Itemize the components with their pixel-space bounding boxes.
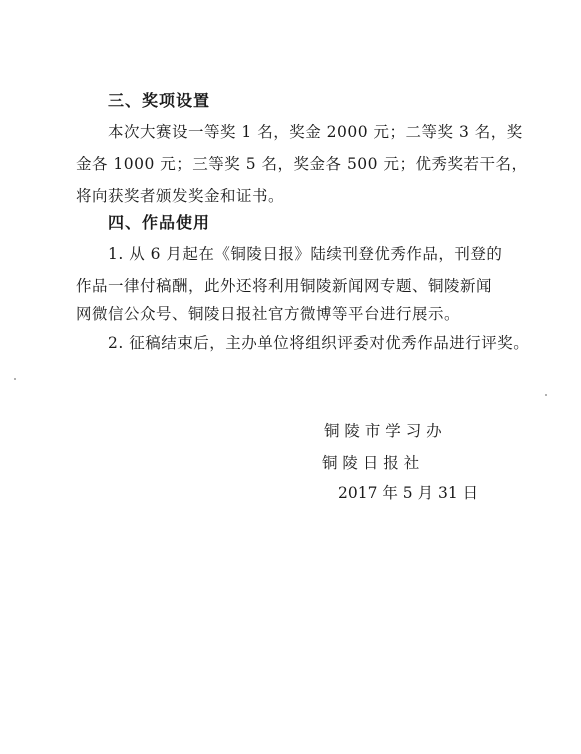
signature-date: 2017 年 5 月 31 日: [338, 484, 479, 502]
usage-line-4: 2. 征稿结束后，主办单位将组织评委对优秀作品进行评奖。: [108, 334, 530, 352]
awards-line-3: 将向获奖者颁发奖金和证书。: [76, 187, 285, 205]
scan-speck: [545, 394, 547, 396]
usage-line-2: 作品一律付稿酬，此外还将利用铜陵新闻网专题、铜陵新闻: [76, 277, 493, 295]
scan-speck: [14, 378, 16, 380]
awards-line-2: 金各 1000 元；三等奖 5 名，奖金各 500 元；优秀奖若干名，: [76, 155, 528, 173]
signature-org-2: 铜 陵 日 报 社: [322, 454, 420, 472]
usage-line-3: 网微信公众号、铜陵日报社官方微博等平台进行展示。: [76, 305, 461, 323]
usage-line-1: 1. 从 6 月起在《铜陵日报》陆续刊登优秀作品，刊登的: [108, 245, 503, 263]
awards-line-1: 本次大赛设一等奖 1 名，奖金 2000 元；二等奖 3 名，奖: [108, 123, 523, 141]
section-heading-awards: 三、奖项设置: [108, 91, 211, 110]
section-heading-usage: 四、作品使用: [108, 213, 211, 232]
signature-org-1: 铜 陵 市 学 习 办: [324, 422, 442, 440]
